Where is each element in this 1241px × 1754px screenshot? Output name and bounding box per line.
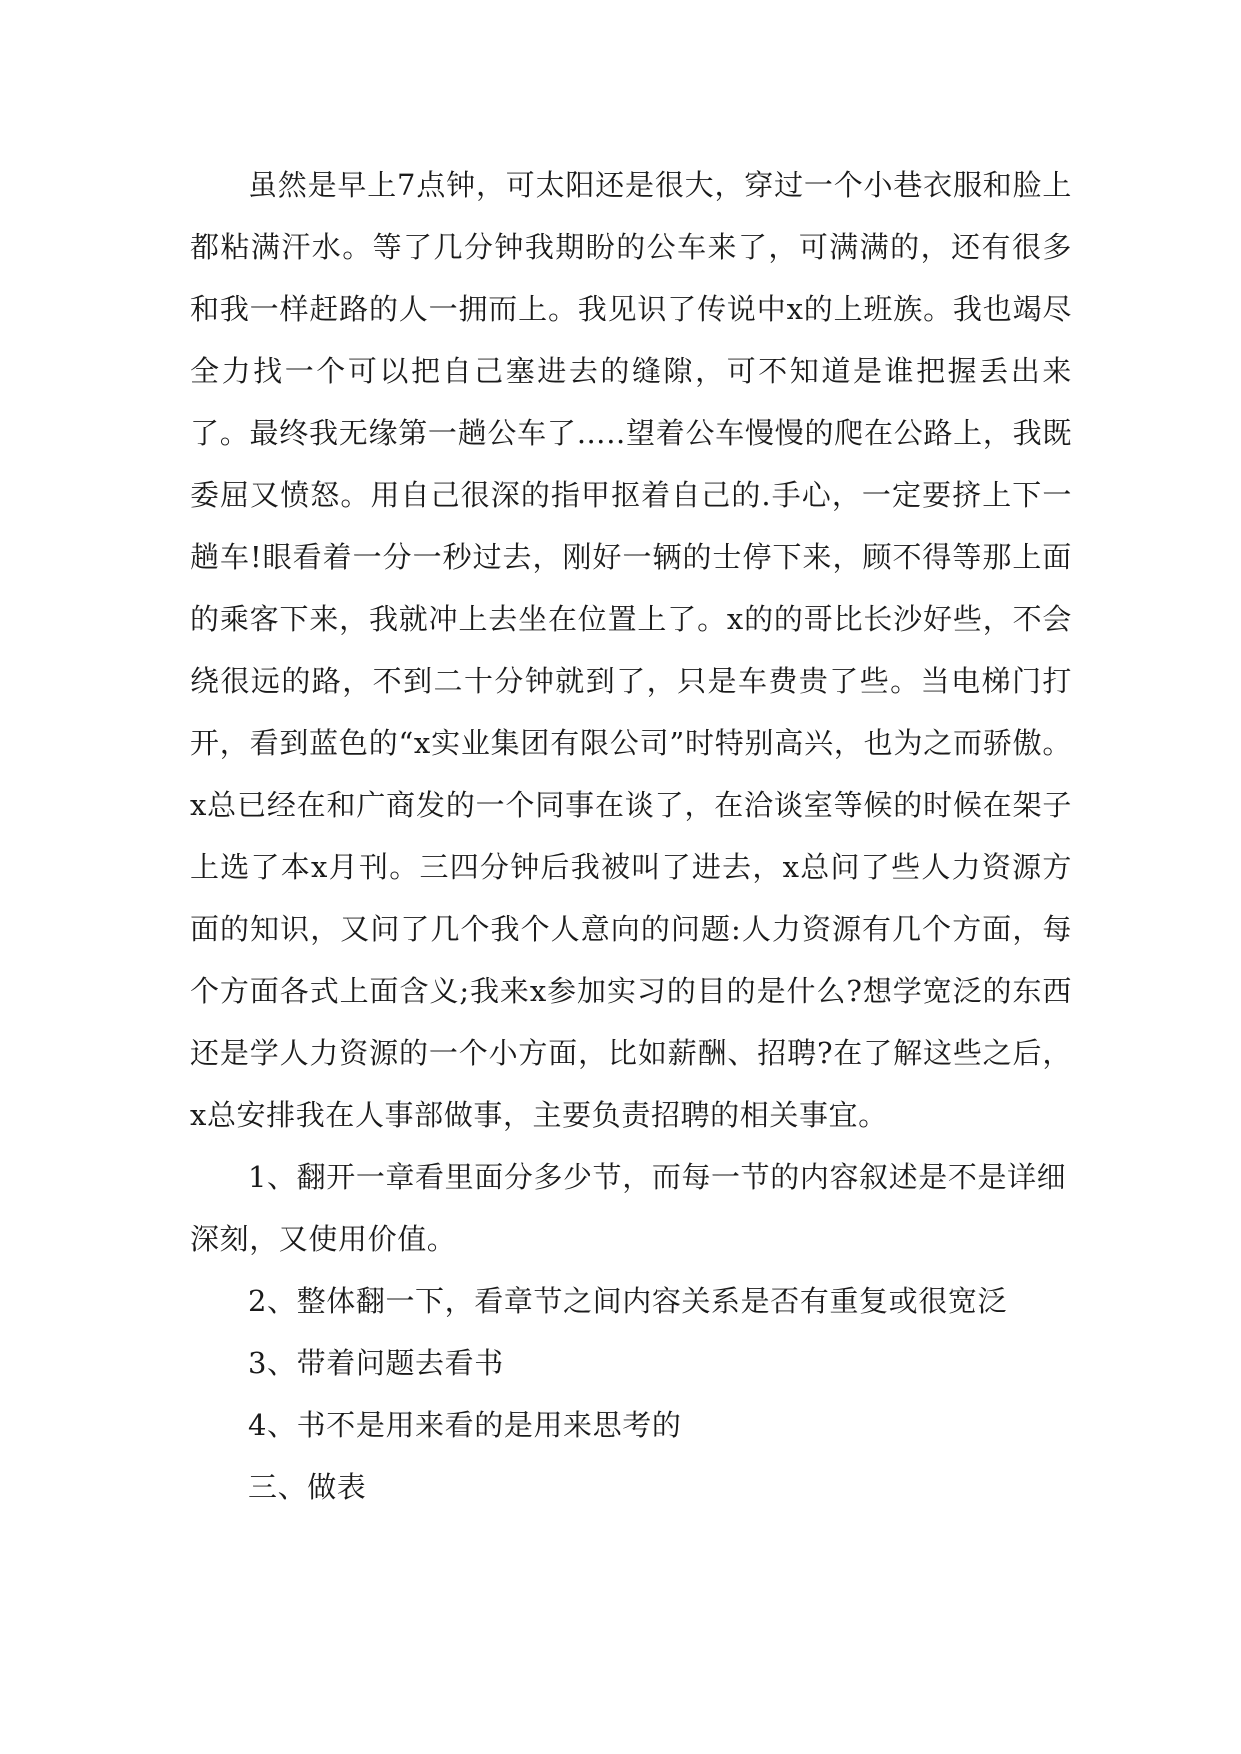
list-item: 3、带着问题去看书 — [248, 1346, 504, 1380]
document-body — [190, 154, 1072, 1518]
section-heading: 三、做表 — [248, 1470, 367, 1504]
body-paragraph: 虽然是早上7点钟，可太阳还是很大，穿过一个小巷衣服和脸上都粘满汗水。等了几分钟我期盼的公车来了，可满满的，还有很多和我一样赶路的人一拥而上。我见识了传说中x的上班族。我也竭尽全力找一个可以把自己塞进去的缝隙，可不知道是谁把握丢出来了。最终我无缘第一趟公车了…..望着公车慢慢的爬在公路上，我既委屈又愤怒。用自己很深的指甲抠着自己的.手心，一定要挤上下一趟车!眼看着一分一秒过去，刚好一辆的士停下来，顾不得等那上面的乘客下来，我就冲上去坐在位置上了。x的的哥比长沙好些，不会绕很远的路，不到二十分钟就到了，只是车费贵了些。当电梯门打开，看到蓝色的“x实业集团有限公司”时特别高兴，也为之而骄傲。x总已经在和广商发的一个同事在谈了，在洽谈室等候的时候在架子上选了本x月刊。三四分钟后我被叫了进去，x总问了些人力资源方面的知识，又问了几个我个人意向的问题:人力资源有几个方面，每个方面各式上面含义;我来x参加实习的目的是什么?想学宽泛的东西还是学人力资源的一个小方面，比如薪酬、招聘?在了解这些之后，x总安排我在人事部做事，主要负责招聘的相关事宜。 — [190, 168, 1072, 1132]
list-item: 4、书不是用来看的是用来思考的 — [248, 1408, 682, 1442]
list-item: 2、整体翻一下，看章节之间内容关系是否有重复或很宽泛 — [248, 1284, 1008, 1318]
list-item: 1、翻开一章看里面分多少节，而每一节的内容叙述是不是详细深刻，又使用价值。 — [190, 1160, 1067, 1256]
